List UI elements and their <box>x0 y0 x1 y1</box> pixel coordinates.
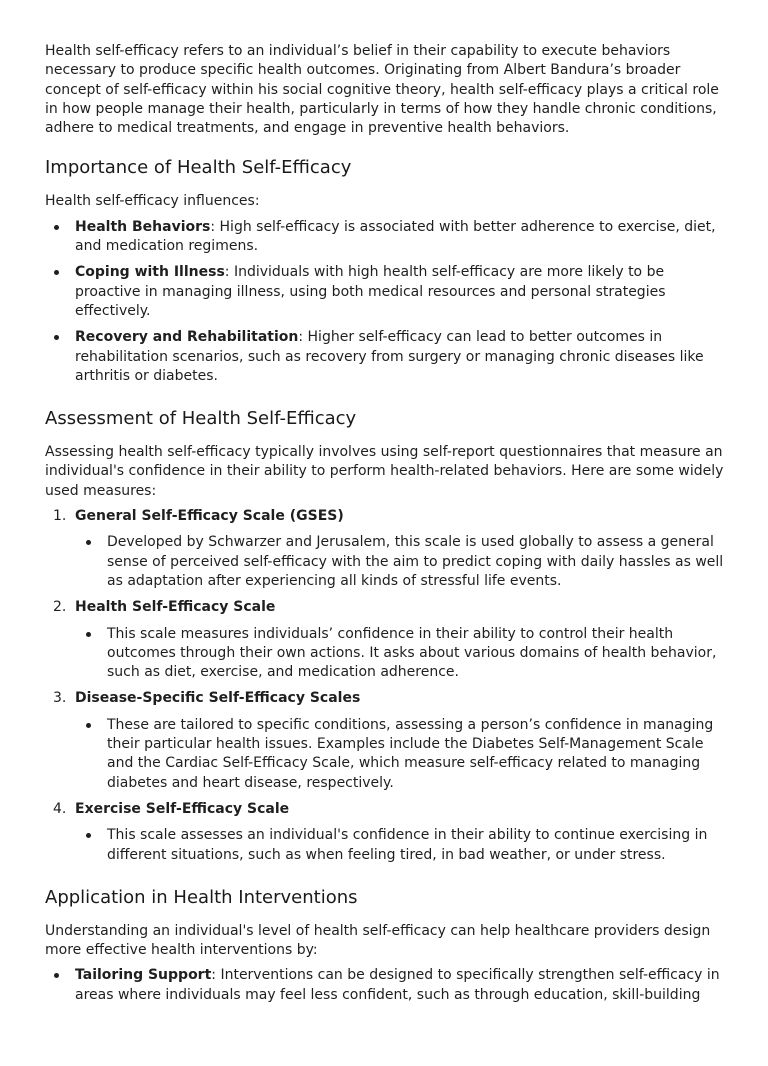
application-heading: Application in Health Interventions <box>45 886 358 908</box>
measure-detail-list <box>75 625 724 683</box>
item-text: : High self-efficacy is associated with better adherence to exercise, diet, and medication regimens. <box>75 218 716 255</box>
measure-item <box>45 800 724 865</box>
measure-item <box>45 507 724 591</box>
assessment-lead: Assessing health self-efficacy typically involves using self-report questionnaires that measure an individual's confidence in their ability to perform health-related behaviors. Here are some widely used measures: <box>45 444 724 499</box>
measure-description: This scale assesses an individual's confidence in their ability to continue exercising in different situations, such as when feeling tired, in bad weather, or under stress. <box>75 826 724 865</box>
item-term: Health Behaviors <box>75 218 211 235</box>
list-item <box>45 263 724 321</box>
item-text: : Interventions can be designed to specifically strengthen self-efficacy in areas where individuals may feel less confident, such as through education, skill-building <box>75 967 720 1003</box>
measure-number: 2. <box>53 599 67 616</box>
item-term: Tailoring Support <box>75 967 212 984</box>
item-text: : Higher self-efficacy can lead to better outcomes in rehabilitation scenarios, such as recovery from surgery or managing chronic diseases like arthritis or diabetes. <box>75 329 704 384</box>
measure-title: General Self-Efficacy Scale (GSES) <box>75 508 344 525</box>
measure-detail-list <box>75 533 724 591</box>
measure-description: This scale measures individuals’ confidence in their ability to control their health outcomes through their own actions. It asks about various domains of health behavior, such as diet, exercise, and medication adherence. <box>75 625 724 683</box>
measure-title: Health Self-Efficacy Scale <box>75 599 276 616</box>
intro-paragraph: Health self-efficacy refers to an individual’s belief in their capability to execute behaviors necessary to produce specific health outcomes. Originating from Albert Bandura’s broader concept of self-efficacy within his social cognitive theory, health self-efficacy plays a critical role in how people manage their health, particularly in terms of how they handle chronic conditions, adhere to medical treatments, and engage in preventive health behaviors. <box>45 43 719 137</box>
application-list <box>45 966 724 1005</box>
measure-description: Developed by Schwarzer and Jerusalem, this scale is used globally to assess a general sense of perceived self-efficacy with the aim to predict coping with daily hassles as well as adaptation after experiencing all kinds of stressful life events. <box>75 533 724 591</box>
application-lead: Understanding an individual's level of health self-efficacy can help healthcare providers design more effective health interventions by: <box>45 922 711 959</box>
importance-list <box>45 218 724 386</box>
item-term: Coping with Illness <box>75 264 225 281</box>
importance-lead: Health self-efficacy influences: <box>45 193 260 210</box>
item-text: : Individuals with high health self-efficacy are more likely to be proactive in managing illness, using both medical resources and personal strategies effectively. <box>75 264 666 319</box>
measure-title: Disease-Specific Self-Efficacy Scales <box>75 690 361 707</box>
list-item <box>45 966 724 1005</box>
item-term: Recovery and Rehabilitation <box>75 329 299 346</box>
measures-list <box>45 507 724 865</box>
measure-number: 1. <box>53 508 67 525</box>
measure-number: 3. <box>53 690 67 707</box>
assessment-heading: Assessment of Health Self-Efficacy <box>45 408 357 430</box>
measure-detail-list <box>75 716 724 793</box>
measure-item <box>45 689 724 792</box>
measure-number: 4. <box>53 800 67 817</box>
measure-detail-list <box>75 826 724 865</box>
measure-description: These are tailored to specific conditions, assessing a person’s confidence in managing their particular health issues. Examples include the Diabetes Self-Management Scale and the Cardiac Self-Efficacy Scale, which measure self-efficacy related to managing diabetes and heart disease, respectively. <box>75 716 724 793</box>
importance-heading: Importance of Health Self-Efficacy <box>45 157 352 179</box>
measure-item <box>45 598 724 682</box>
measure-title: Exercise Self-Efficacy Scale <box>75 800 290 817</box>
document-page <box>0 42 768 1005</box>
list-item <box>45 328 724 386</box>
list-item <box>45 218 724 257</box>
